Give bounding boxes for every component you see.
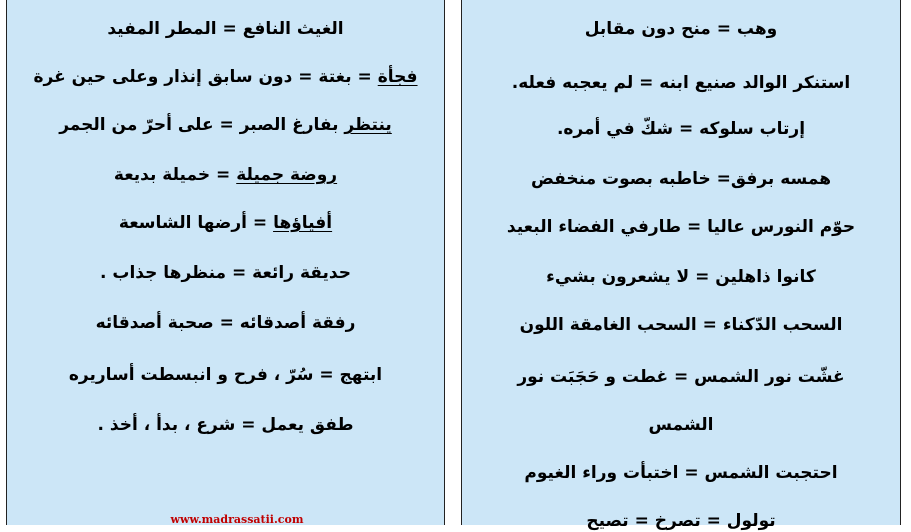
vocabulary-line <box>7 312 444 334</box>
vocabulary-line <box>462 168 900 190</box>
vocabulary-line <box>7 262 444 284</box>
line-text: = بغتة = دون سابق إنذار وعلى حين غرة <box>33 67 378 87</box>
vocabulary-line <box>462 118 900 140</box>
vocabulary-line <box>7 114 444 136</box>
vocabulary-line <box>7 212 444 234</box>
line-text: = خميلة بديعة <box>113 165 237 185</box>
line-text: تولول = تصرخ = تصيح <box>586 511 776 531</box>
line-text: السحب الدّكناء = السحب الغامقة اللون <box>519 315 843 335</box>
line-text: همسه برفق= خاطبه بصوت منخفض <box>530 169 832 189</box>
line-text: الغيث النافع = المطر المفيد <box>107 19 344 39</box>
line-text: استنكر الوالد صنيع ابنه = لم يعجبه فعله. <box>511 73 851 93</box>
line-text: طفق يعمل = شرع ، بدأ ، أخذ . <box>97 415 354 435</box>
line-text: إرتاب سلوكه = شكّ في أمره. <box>556 119 806 139</box>
vocabulary-line <box>7 364 444 386</box>
line-text: وهب = منح دون مقابل <box>584 19 778 39</box>
line-text: غشّت نور الشمس = غطت و حَجَبَت نور <box>517 367 845 387</box>
footer-website-link[interactable]: www.madrassatii.com <box>170 513 304 526</box>
vocabulary-line <box>462 314 900 336</box>
line-text: = أرضها الشاسعة <box>118 213 274 233</box>
underlined-word: فجأة <box>377 67 418 87</box>
line-text: حوّم النورس عاليا = طارفي الفضاء البعيد <box>506 217 856 237</box>
left-vocabulary-panel <box>6 0 445 525</box>
right-vocabulary-panel <box>461 0 901 531</box>
vocabulary-line <box>7 414 444 436</box>
line-text: حديقة رائعة = منظرها جذاب . <box>100 263 351 283</box>
vocabulary-line <box>462 216 900 238</box>
vocabulary-line <box>462 414 900 436</box>
vocabulary-line <box>462 462 900 484</box>
line-text: بفارغ الصبر = على أحرّ من الجمر <box>59 115 345 135</box>
line-text: الشمس <box>648 415 714 435</box>
vocabulary-line <box>7 164 444 186</box>
vocabulary-line <box>462 72 900 94</box>
line-text: احتجبت الشمس = اختبأت وراء الغيوم <box>524 463 838 483</box>
underlined-word: ينتظر <box>344 115 392 135</box>
vocabulary-line <box>462 18 900 40</box>
line-text: رفقة أصدقائه = صحبة أصدقائه <box>95 313 356 333</box>
vocabulary-line <box>462 266 900 288</box>
vocabulary-line <box>462 510 900 532</box>
vocabulary-line <box>7 66 444 88</box>
underlined-word: أفياؤها <box>273 213 333 233</box>
underlined-word: روضة جميلة <box>236 165 338 185</box>
line-text: ابتهج = سُرّ ، فرح و انبسطت أساريره <box>68 365 383 385</box>
vocabulary-line <box>462 366 900 388</box>
vocabulary-line <box>7 18 444 40</box>
line-text: كانوا ذاهلين = لا يشعرون بشيء <box>546 267 816 287</box>
